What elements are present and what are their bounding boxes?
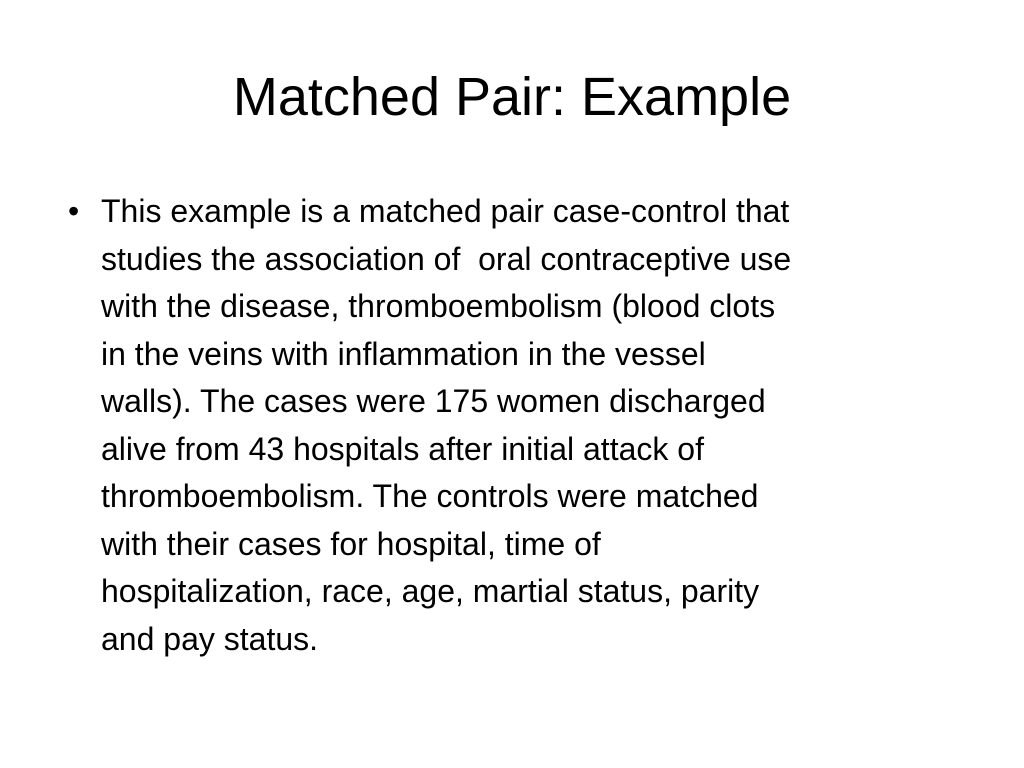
body-text-line: walls). The cases were 175 women discharged <box>101 383 766 419</box>
bullet-list <box>68 188 973 663</box>
bullet-point-icon: • <box>68 193 80 229</box>
body-text-line: alive from 43 hospitals after initial attack of <box>101 430 704 467</box>
body-text-line: with the disease, thromboembolism (blood clots <box>101 288 776 324</box>
body-text-line: with their cases for hospital, time of <box>101 525 601 562</box>
body-text-line: hospitalization, race, age, martial status, parity <box>101 573 760 609</box>
slide-title: Matched Pair: Example <box>232 67 792 127</box>
body-text-line: This example is a matched pair case-control that <box>101 193 790 229</box>
body-text-line: in the veins with inflammation in the vessel <box>101 335 706 372</box>
body-text-line: and pay status. <box>101 620 319 657</box>
body-text-line: thromboembolism. The controls were matched <box>101 478 759 514</box>
body-text-line: studies the association of oral contraceptive use <box>101 240 792 277</box>
bullet-item <box>68 188 973 663</box>
